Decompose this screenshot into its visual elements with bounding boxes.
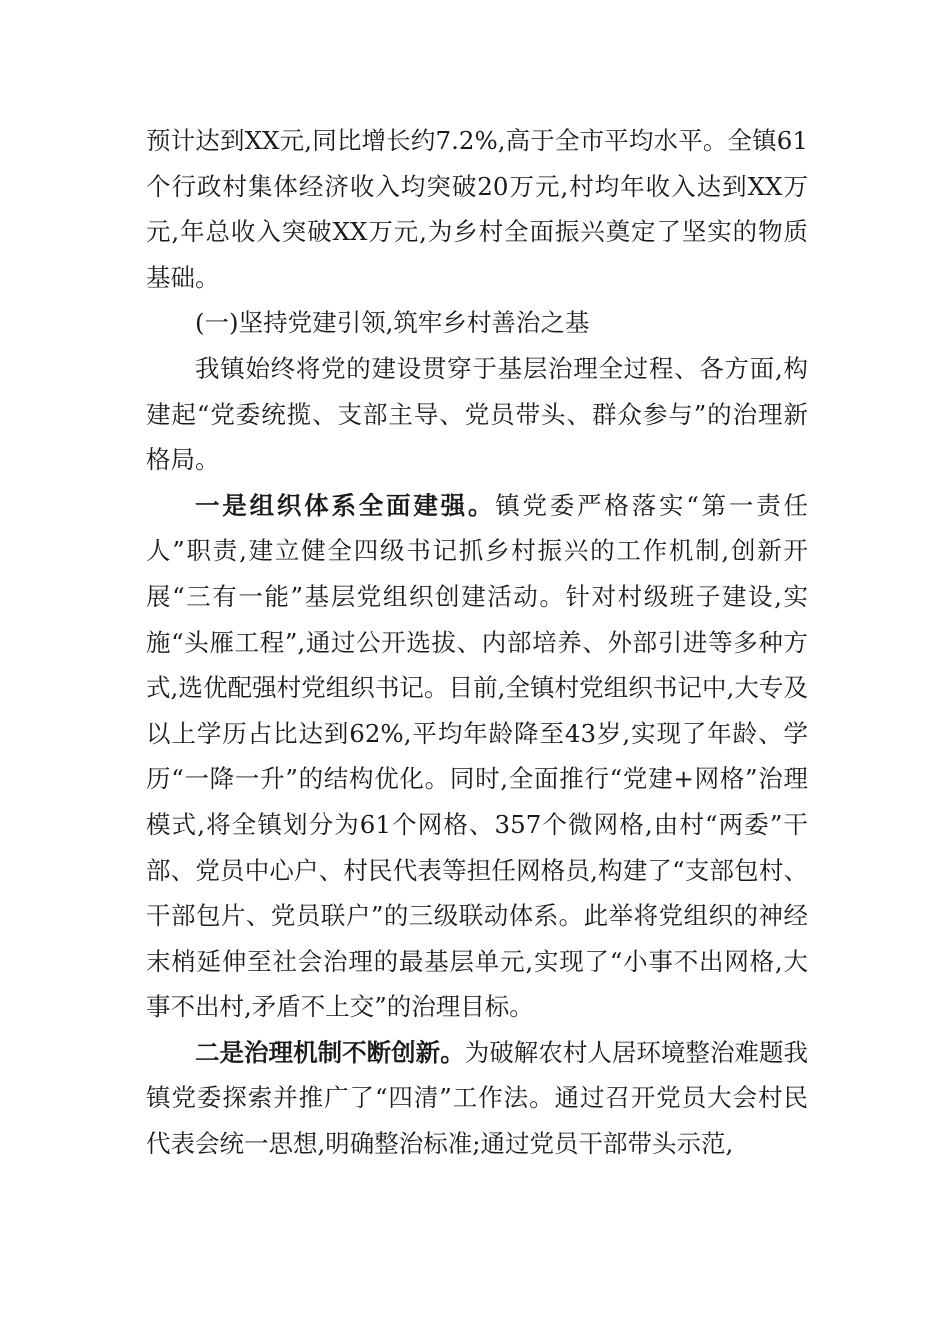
- paragraph-governance-intro: 我镇始终将党的建设贯穿于基层治理全过程、各方面,构建起“党委统揽、支部主导、党员带头、群众参与”的治理新格局。: [146, 353, 808, 475]
- paragraph-lead-organization: 一是组织体系全面建强。: [195, 490, 496, 520]
- paragraph-governance-mechanism: [146, 1030, 808, 1167]
- section-heading-party-leadership: (一)坚持党建引领,筑牢乡村善治之基: [195, 308, 590, 338]
- document-page: [146, 118, 808, 1167]
- paragraph-organization-system: [146, 483, 808, 1030]
- paragraph-body-mechanism: 为破解农村人居环境整治难题我镇党委探索并推广了“四清”工作法。通过召开党员大会村民代表会统一思想,明确整治标准;通过党员干部带头示范,: [146, 1037, 809, 1159]
- paragraph-lead-mechanism: 二是治理机制不断创新。: [195, 1037, 465, 1067]
- paragraph-body-organization: 镇党委严格落实“第一责任人”职责,建立健全四级书记抓乡村振兴的工作机制,创新开展“三有一能”基层党组织创建活动。针对村级班子建设,实施“头雁工程”,通过公开选拔、内部培养、外部引进等多种方式,选优配强村党组织书记。目前,全镇村党组织书记中,大专及以上学历占比达到62%,平均年龄降至43岁,实现了年龄、学历“一降一升”的结构优化。同时,全面推行“党建+网格”治理模式,将全镇划分为61个网格、357个微网格,由村“两委”干部、党员中心户、村民代表等担任网格员,构建了“支部包村、干部包片、党员联户”的三级联动体系。此举将党组织的神经末梢延伸至社会治理的最基层单元,实现了“小事不出网格,大事不出村,矛盾不上交”的治理目标。: [146, 490, 808, 1022]
- paragraph-economy-summary: 预计达到XX元,同比增长约7.2%,高于全市平均水平。全镇61个行政村集体经济收入均突破20万元,村均年收入达到XX万元,年总收入突破XX万元,为乡村全面振兴奠定了坚实的物质基础。: [146, 126, 808, 292]
